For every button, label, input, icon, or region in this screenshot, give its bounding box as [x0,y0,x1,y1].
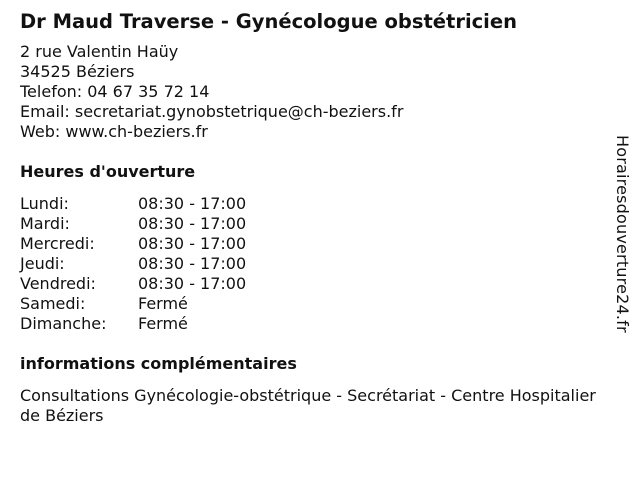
website: Web: www.ch-beziers.fr [20,122,208,141]
day-hours: Fermé [138,294,188,313]
day-label: Samedi: [20,294,86,313]
hours-row-lundi [20,194,605,214]
site-watermark: Horairesdouverture24.fr [613,135,632,333]
day-hours: Fermé [138,314,188,333]
day-hours: 08:30 - 17:00 [138,274,247,293]
hours-row-jeudi [20,254,605,274]
day-hours: 08:30 - 17:00 [138,234,247,253]
hours-row-mardi [20,214,605,234]
phone-number: Telefon: 04 67 35 72 14 [20,82,210,101]
day-label: Jeudi: [20,254,65,273]
opening-hours-table [20,194,605,334]
additional-info-heading: informations complémentaires [20,354,297,373]
day-label: Mardi: [20,214,70,233]
address-street: 2 rue Valentin Haüy [20,42,179,61]
email-address: Email: secretariat.gynobstetrique@ch-beziers.fr [20,102,404,121]
listing-page [20,8,605,426]
opening-hours-heading: Heures d'ouverture [20,162,196,181]
day-label: Dimanche: [20,314,107,333]
day-label: Lundi: [20,194,69,213]
hours-row-samedi [20,294,605,314]
day-label: Vendredi: [20,274,96,293]
day-hours: 08:30 - 17:00 [138,214,247,233]
address-city: 34525 Béziers [20,62,135,81]
hours-row-dimanche [20,314,605,334]
hours-row-vendredi [20,274,605,294]
day-label: Mercredi: [20,234,95,253]
hours-row-mercredi [20,234,605,254]
day-hours: 08:30 - 17:00 [138,194,247,213]
day-hours: 08:30 - 17:00 [138,254,247,273]
additional-info-text: Consultations Gynécologie-obstétrique - Secrétariat - Centre Hospitalier de Béziers [20,386,596,425]
contact-block [20,42,605,142]
page-title: Dr Maud Traverse - Gynécologue obstétricien [20,10,517,33]
